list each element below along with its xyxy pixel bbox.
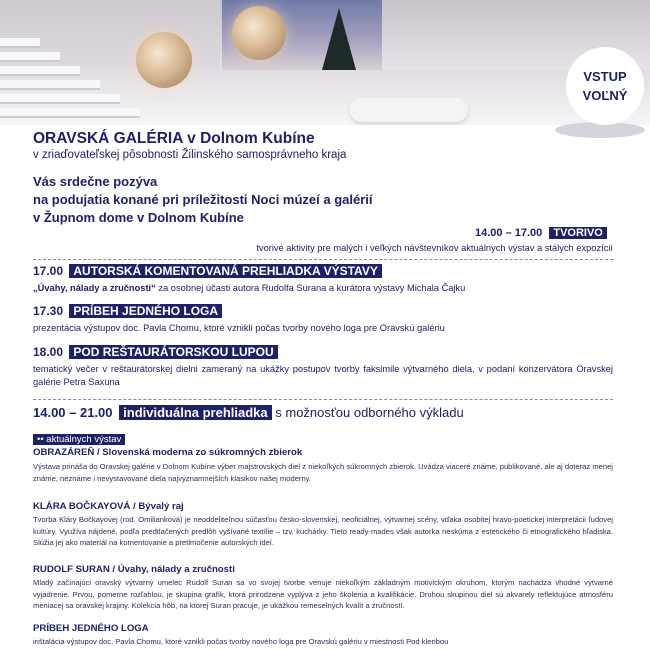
exhibition-title-logo: PRÍBEH JEDNÉHO LOGA	[33, 623, 149, 634]
stair-step	[0, 80, 100, 90]
event-time: 18.00	[33, 345, 64, 359]
invite-line-3: v Župnom dome v Dolnom Kubíne	[33, 210, 244, 225]
invite-line-1: Vás srdečne pozýva	[33, 174, 158, 189]
moon-left-image	[136, 32, 192, 88]
event-time: 17.00	[33, 264, 64, 278]
exhibition-text-bockayova: Tvorba Kláry Bočkayovej (rod. Omilianková) je neoddeliteľnou súčasťou česko-slovenskej, neoficiálnej, výtvarnej scény, vďaka osobitej hravo-poetickej interpretácii ľudovej kultúry. Využíva nájdené, podľa predtlačených predlôh vyšívané textílie – tzv. kuchárky. Tieto ready-mades však autorka neskúma z estetického či etnografického hľadiska. Slúžia jej ako materiál na komentovanie a pretlmočenie autorských ideí.	[33, 515, 613, 548]
event-title-logo: PRÍBEH JEDNÉHO LOGA	[69, 304, 222, 318]
stair-step	[0, 94, 120, 104]
event-time: 17.30	[33, 304, 64, 318]
exhibition-text-suran: Mladý začínajúci oravský výtvarný umelec Rudolf Suran sa vo svojej tvorbe venuje niekoľkým základným motivickým okruhom, ktorým nachádza vhodné výtvarné vyjadrenie. Prvou, pomerne rozľahlou, je skupina grafík, ktorá prirodzene vyplýva z jeho školenia a kvalifikácie. Druhou skupinou diel sú akvarely reflektujúce atmosféru meniacej sa oravskej krajiny. Kolekcia hôb, na ktorej Suran pracuje, je ukážkou remeselných kvalít a zručností.	[33, 578, 613, 611]
stair-step	[0, 52, 60, 62]
individual-title: individuálna prehliadka	[119, 405, 271, 420]
event-desc-prehliadka	[33, 283, 465, 293]
exhibition-title-suran: RUDOLF SURAN / Úvahy, nálady a zručnosti	[33, 564, 235, 575]
exhibition-text-logo: inštalácia výstupov doc. Pavla Chomu, ktoré vznikli počas tvorby nového loga pre Oravskú galériu v miestnosti Pod klenbou	[33, 637, 449, 646]
badge-line1: VSTUP	[583, 69, 627, 84]
event-time: 14.00 – 17.00	[475, 227, 543, 239]
event-logo	[33, 304, 222, 318]
event-title-lupa: POD REŠTAURÁTORSKOU LUPOU	[69, 345, 277, 359]
moon-right-image	[232, 6, 286, 60]
hero-image	[0, 0, 650, 125]
individual-tour	[33, 405, 464, 420]
gallery-title: ORAVSKÁ GALÉRIA v Dolnom Kubíne	[33, 130, 315, 147]
exhibition-title-obrazaren: OBRAZÁREŇ / Slovenská moderna zo súkromných zbierok	[33, 447, 303, 458]
individual-rest: s možnosťou odborného výkladu	[275, 405, 464, 420]
current-exhibitions-label: •• aktuálnych výstav	[33, 434, 125, 445]
event-title-prehliadka: AUTORSKÁ KOMENTOVANÁ PREHLIADKA VÝSTAVY	[69, 264, 381, 278]
event-desc-tvorivo: tvorivé aktivity pre malých i veľkých návštevníkov aktuálnych výstav a stálych expozícií	[256, 243, 613, 253]
exhibition-title-bockayova: KLÁRA BOČKAYOVÁ / Bývalý raj	[33, 501, 184, 512]
event-title-tvorivo: TVORIVO	[549, 227, 607, 239]
stair-step	[0, 108, 140, 118]
stair-step	[0, 66, 80, 76]
event-time-tvorivo	[475, 227, 607, 239]
stair-step	[0, 38, 40, 48]
event-desc-lupa: tematický večer v reštaurátorskej dielni zameraný na ukážky postupov tvorby faksimile výtvarného diela, v podaní konzervátora Oravskej galérie Petra Saxuna	[33, 364, 613, 387]
cypress-tree-image	[322, 8, 356, 70]
badge-line2: VOĽNÝ	[582, 88, 628, 103]
exhibition-name: „Úvahy, nálady a zručnosti“	[33, 283, 156, 293]
individual-time: 14.00 – 21.00	[33, 405, 113, 420]
event-prehliadka	[33, 264, 382, 278]
divider	[33, 259, 613, 260]
event-lupa	[33, 345, 278, 359]
exhibition-text-obrazaren: Výstava prináša do Oravskej galérie v Dolnom Kubíne výber majstrovských diel z niekoľkých súkromných zbierok. Uvádza viaceré známe, publikované, ale aj doteraz menej známe, neznáme i nevystavované diela najvýznamnejších klasikov našej moderny.	[33, 462, 613, 483]
event-desc-text: za osobnej účasti autora Rudolfa Surana a kurátora výstavy Michala Čajku	[155, 283, 466, 293]
divider	[33, 399, 613, 400]
bench-image	[350, 98, 468, 122]
gallery-subtitle: v zriaďovateľskej pôsobnosti Žilinského samosprávneho kraja	[33, 149, 347, 161]
free-entry-badge	[566, 47, 644, 125]
event-desc-logo: prezentácia výstupov doc. Pavla Chomu, ktoré vznikli počas tvorby nového loga pre Oravskú galériu	[33, 323, 445, 333]
invite-line-2: na podujatia konané pri príležitosti Noci múzeí a galérií	[33, 192, 373, 207]
